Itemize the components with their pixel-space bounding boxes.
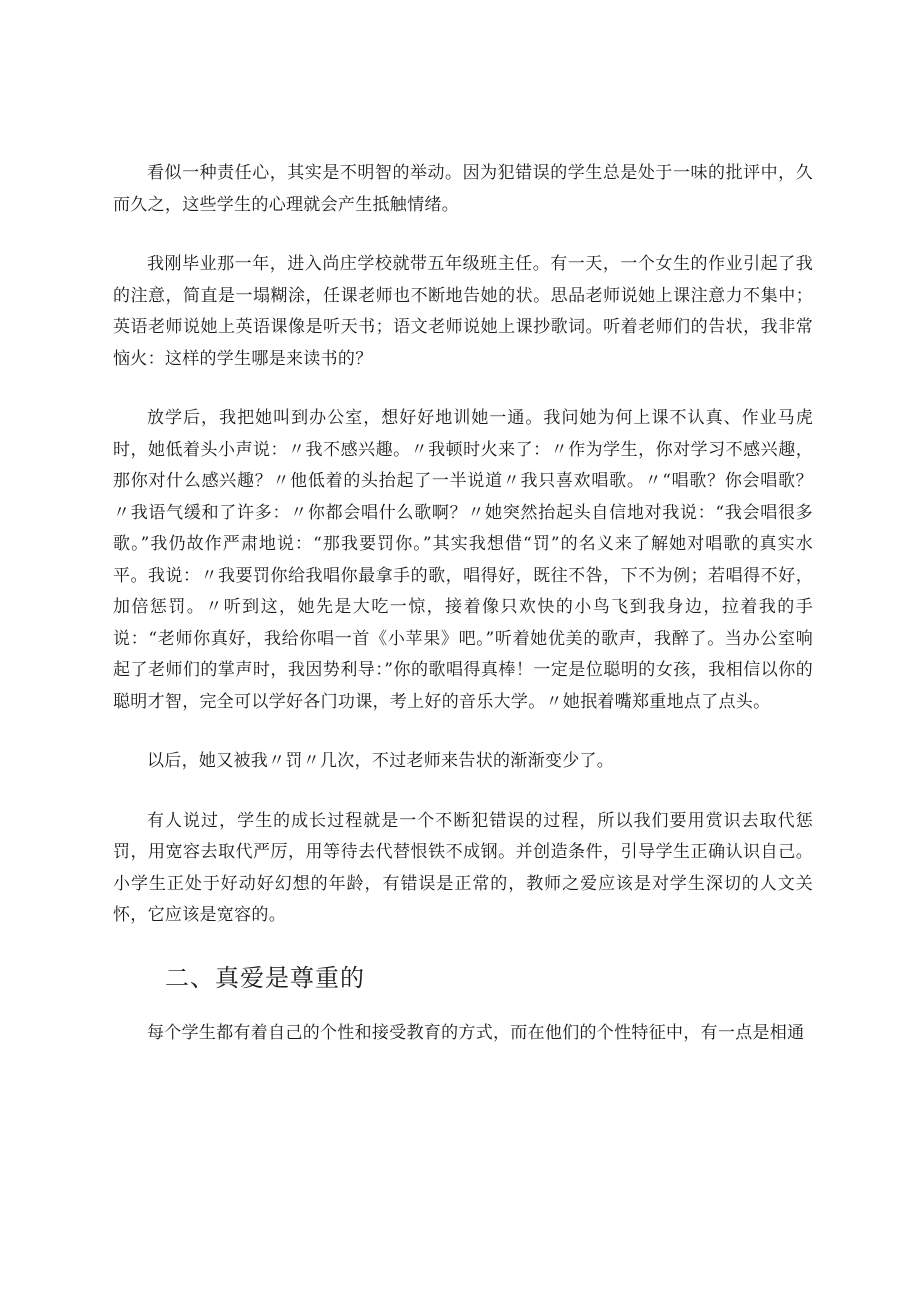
paragraph-3: 放学后，我把她叫到办公室，想好好地训她一通。我问她为何上课不认真、作业马虎时，她低着头小声说：〃我不感兴趣。〃我顿时火来了：〃作为学生，你对学习不感兴趣，那你对什么感兴趣？〃他低着的头抬起了一半说道〃我只喜欢唱歌。〃“唱歌？你会唱歌？〃我语气缓和了许多：〃你都会唱什么歌啊？〃她突然抬起头自信地对我说：“我会唱很多歌。”我仍故作严肃地说：“那我要罚你。”其实我想借“罚”的名义来了解她对唱歌的真实水平。我说：〃我要罚你给我唱你最拿手的歌，唱得好，既往不咎，下不为例；若唱得不好，加倍惩罚。〃听到这，她先是大吃一惊，接着像只欢快的小鸟飞到我身边，拉着我的手说：“老师你真好，我给你唱一首《小苹果》吧。”听着她优美的歌声，我醉了。当办公室响起了老师们的掌声时，我因势利导：”你的歌唱得真棒！一定是位聪明的女孩，我相信以你的聪明才智，完全可以学好各门功课，考上好的音乐大学。〃她抿着嘴郑重地点了点头。: [113, 408, 813, 712]
document-page: [113, 158, 813, 1049]
paragraph-4: 以后，她又被我〃罚〃几次，不过老师来告状的渐渐变少了。: [147, 751, 615, 771]
paragraph-5: 有人说过，学生的成长过程就是一个不断犯错误的过程，所以我们要用赏识去取代惩罚，用宽容去取代严厉，用等待去代替恨铁不成钢。并创造条件，引导学生正确认识自己。小学生正处于好动好幻想的年龄，有错误是正常的，教师之爱应该是对学生深切的人文关怀，它应该是宽容的。: [113, 810, 813, 925]
paragraph-2: 我刚毕业那一年，进入尚庄学校就带五年级班主任。有一天，一个女生的作业引起了我的注意，简直是一塌糊涂，任课老师也不断地告她的状。思品老师说她上课注意力不集中；英语老师说她上英语课像是听天书；语文老师说她上课抄歌词。听着老师们的告状，我非常恼火：这样的学生哪是来读书的？: [113, 254, 813, 369]
paragraph-1: 看似一种责任心，其实是不明智的举动。因为犯错误的学生总是处于一味的批评中，久而久之，这些学生的心理就会产生抵触情绪。: [113, 163, 813, 215]
paragraph-6: 每个学生都有着自己的个性和接受教育的方式，而在他们的个性特征中，有一点是相通: [147, 1022, 805, 1043]
section-heading: 二、真爱是尊重的: [165, 963, 365, 992]
